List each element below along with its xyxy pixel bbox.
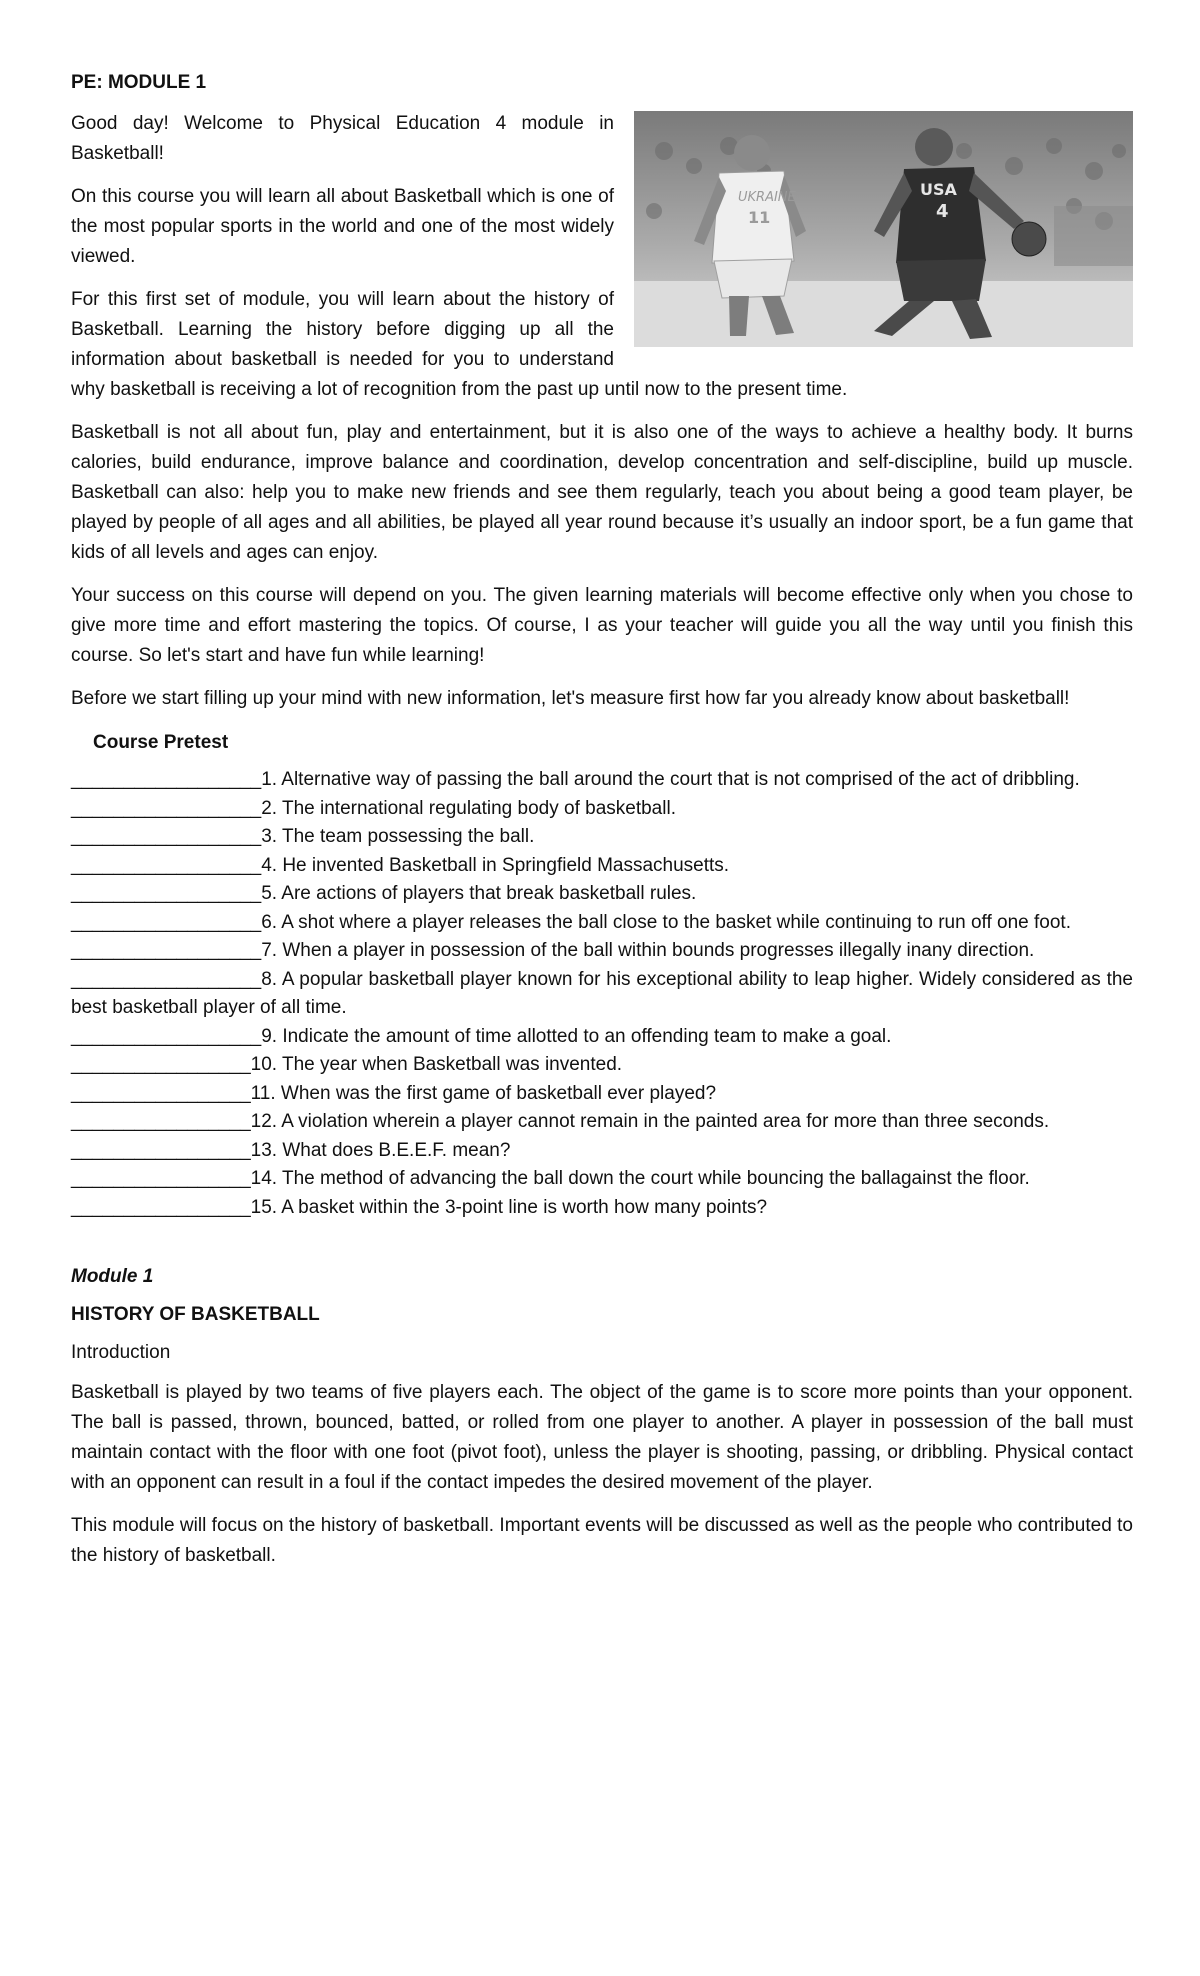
module-paragraph: This module will focus on the history of basketball. Important events will be discussed as well as the people who contributed to the history of basketball.: [71, 1515, 1133, 1566]
left-jersey-label: UKRAINE: [738, 190, 796, 205]
pretest-title: Course Pretest: [93, 732, 229, 753]
intro-paragraph: On this course you will learn all about Basketball which is one of the most popular sports in the world and one of the most widely viewed.: [71, 186, 614, 267]
pretest-question: __________________1. Alternative way of passing the ball around the court that is not comprised of the act of dribbling.: [71, 769, 1080, 790]
pretest-question: _________________13. What does B.E.E.F. mean?: [71, 1139, 511, 1161]
pretest-question: __________________9. Indicate the amount of time allotted to an offending team to make a goal.: [71, 1025, 892, 1047]
pretest-question: _________________10. The year when Basketball was invented.: [71, 1054, 623, 1075]
pretest-question: __________________3. The team possessing the ball.: [71, 826, 535, 847]
intro-paragraph: Basketball is not all about fun, play and entertainment, but it is also one of the ways to achieve a healthy body. It burns calories, build endurance, improve balance and coordination, develop concentration and self-discipline, build up muscle. Basketball can also: help you to make new friends and see them regularly, teach you about being a good team player, be played by people of all ages and all abilities, be played all year round because it’s usually an indoor sport, be a fun game that kids of all levels and ages can enjoy.: [71, 422, 1133, 563]
pretest-question: __________________2. The international regulating body of basketball.: [71, 797, 676, 819]
photo-illustration: [634, 111, 1133, 347]
intro-paragraph: For this first set of module, you will learn about the history of Basketball. Learning the history before digging up all the information about basketball is needed for you to understand why basketball is receiving a lot of recognition from the past up until now to the present time.: [71, 289, 848, 400]
right-jersey-label: USA: [920, 180, 957, 199]
right-jersey-number: 4: [936, 201, 949, 222]
pretest-question: __________________6. A shot where a player releases the ball close to the basket while continuing to run off one foot.: [71, 911, 1071, 933]
page-title: PE: MODULE 1: [71, 72, 207, 93]
intro-paragraph: Good day! Welcome to Physical Education 4 module in Basketball!: [71, 113, 614, 164]
basketball-icon: [1012, 222, 1046, 256]
pretest-question: __________________7. When a player in possession of the ball within bounds progresses illegally inany direction.: [71, 940, 1035, 961]
intro-paragraph: Your success on this course will depend on you. The given learning materials will become effective only when you chose to give more time and effort mastering the topics. Of course, I as your teacher will guide you all the way until you finish this course. So let's start and have fun while learning!: [71, 585, 1133, 666]
module-paragraph: Basketball is played by two teams of five players each. The object of the game is to score more points than your opponent. The ball is passed, thrown, bounced, batted, or rolled from one player to another. A player in possession of the ball must maintain contact with the floor with one foot (pivot foot), unless the player is shooting, passing, or dribbling. Physical contact with an opponent can result in a foul if the contact impedes the desired movement of the player.: [71, 1382, 1133, 1493]
pretest-question: _________________15. A basket within the 3-point line is worth how many points?: [71, 1196, 768, 1218]
pretest-question: _________________14. The method of advancing the ball down the court while bouncing the ballagainst the floor.: [71, 1168, 1030, 1189]
pretest-question: _________________11. When was the first game of basketball ever played?: [71, 1082, 717, 1104]
module-label: Module 1: [71, 1266, 154, 1287]
left-jersey-number: 11: [748, 208, 771, 227]
intro-paragraph: Before we start filling up your mind with new information, let's measure first how far you already know about basketball!: [71, 688, 1070, 709]
pretest-question: __________________5. Are actions of players that break basketball rules.: [71, 883, 697, 904]
introduction-heading: Introduction: [71, 1342, 171, 1363]
pretest-question: __________________4. He invented Basketball in Springfield Massachusetts.: [71, 854, 730, 876]
basketball-players-photo: [634, 111, 1133, 347]
pretest-question-list: [71, 766, 1133, 1222]
pretest-question: __________________8. A popular basketball player known for his exceptional ability to leap higher. Widely considered as the best basketball player of all time.: [71, 968, 1133, 1018]
document-page: [71, 70, 1133, 1584]
pretest-question: _________________12. A violation wherein a player cannot remain in the painted area for more than three seconds.: [71, 1111, 1050, 1132]
section-title: HISTORY OF BASKETBALL: [71, 1304, 320, 1325]
